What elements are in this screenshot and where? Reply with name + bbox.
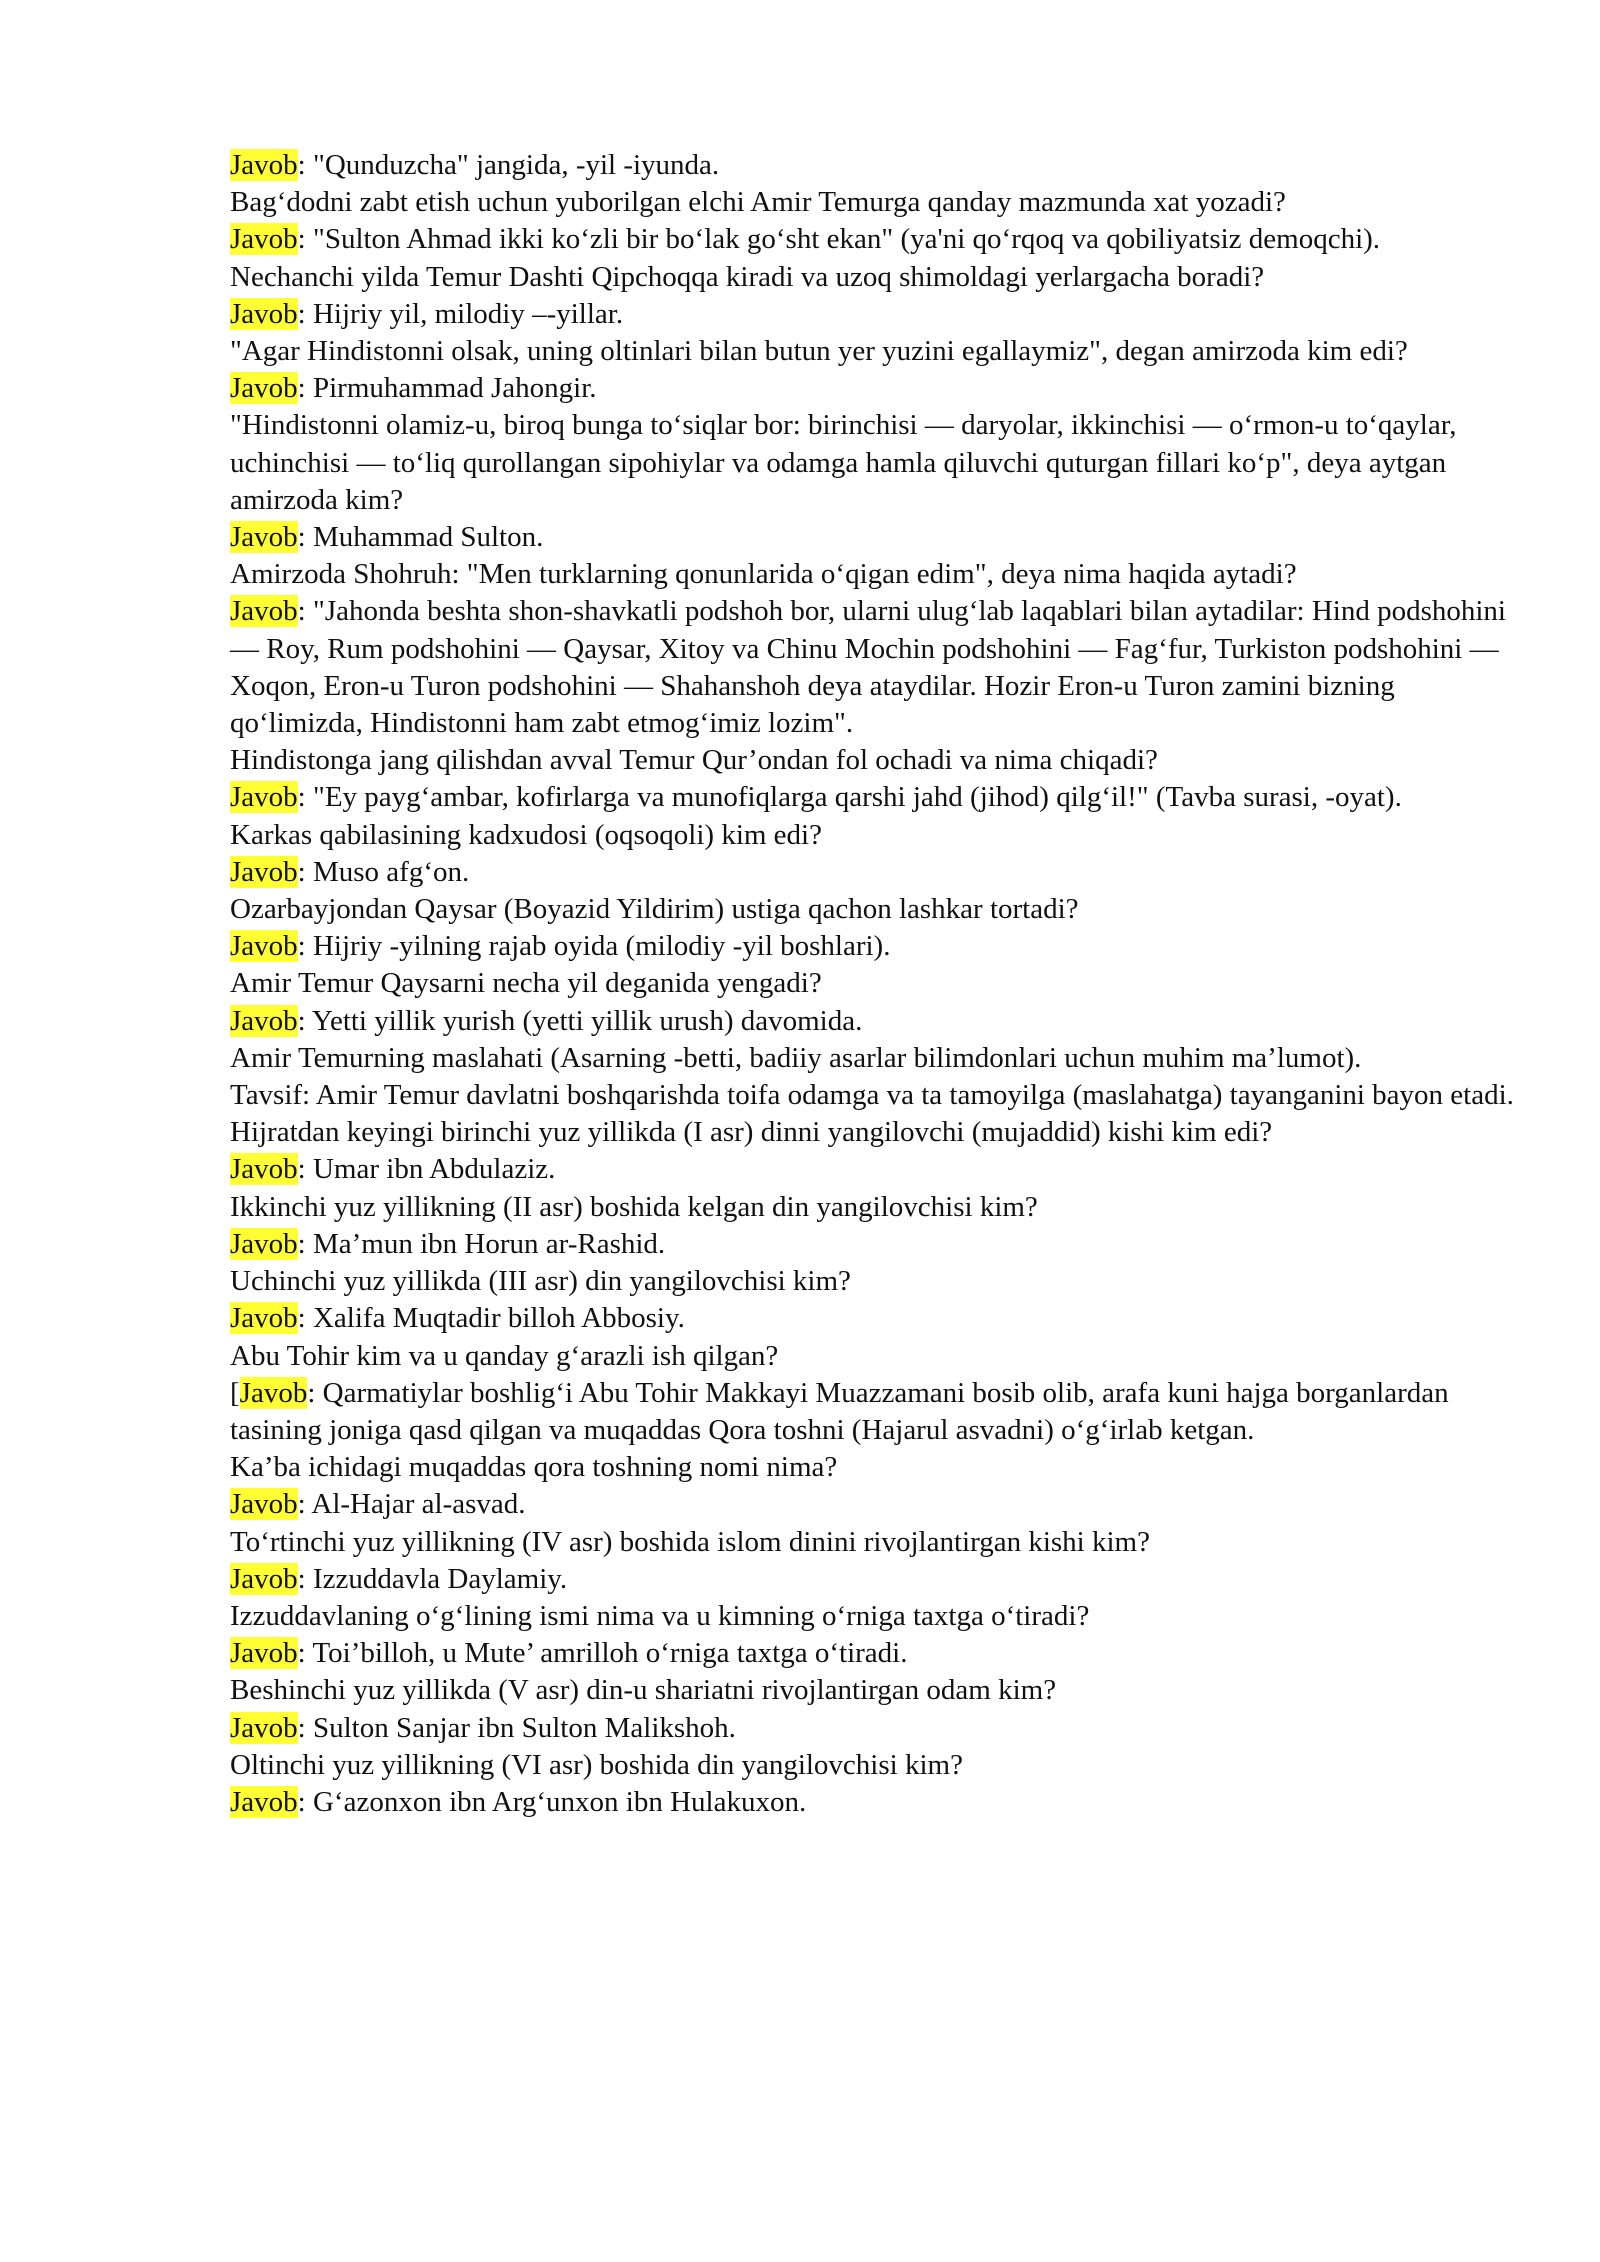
answer-text: : G‘azonxon ibn Arg‘unxon ibn Hulakuxon. xyxy=(297,1785,807,1818)
question-line: Ka’ba ichidagi muqaddas qora toshning nomi nima? xyxy=(230,1451,838,1484)
question-line: Amirzoda Shohruh: "Men turklarning qonunlarida o‘qigan edim", deya nima haqida aytadi? xyxy=(230,558,1297,591)
answer-line xyxy=(230,1003,1520,1040)
question-line: Amir Temur Qaysarni necha yil deganida yengadi? xyxy=(230,967,822,1000)
answer-text: : Qarmatiylar boshlig‘i Abu Tohir Makkayi Muazzamani bosib olib, arafa kuni hajga borganlardan tasining joniga qasd qilgan va muqaddas Qora toshni (Hajarul asvadni) o‘g‘irlab ketgan. xyxy=(230,1376,1449,1446)
answer-line xyxy=(230,147,1520,184)
answer-label: Javob xyxy=(239,1376,308,1409)
answer-label: Javob xyxy=(230,1711,298,1744)
answer-text: : "Qunduzcha" jangida, -yil -iyunda. xyxy=(297,149,720,181)
question-line: "Agar Hindistonni olsak, uning oltinlari bilan butun yer yuzini egallaymiz", degan amirzoda kim edi? xyxy=(230,335,1408,368)
answer-line xyxy=(230,928,1520,965)
question-line: Ikkinchi yuz yillikning (II asr) boshida kelgan din yangilovchisi kim? xyxy=(230,1190,1038,1223)
answer-text: : Toi’billoh, u Mute’ amrilloh o‘rniga taxtga o‘tiradi. xyxy=(297,1637,908,1670)
answer-line xyxy=(230,370,1520,407)
answer-text: : Xalifa Muqtadir billoh Abbosiy. xyxy=(297,1302,685,1335)
answer-text: : "Jahonda beshta shon-shavkatli podshoh bor, ularni ulug‘lab laqablari bilan aytadilar: Hind podshohini — Roy, Rum podshohini — Qaysar, Xitoy va Chinu Mochin podshohini — Fag‘fur, Turkiston podshohini — Xoqon, Eron-u Turon podshohini — Shahanshoh deya ataydilar. Hozir Eron-u Turon zamini bizning qo‘limizda, Hindistonni ham zabt etmog‘imiz lozim". xyxy=(230,595,1506,740)
answer-text: : Sulton Sanjar ibn Sulton Malikshoh. xyxy=(297,1711,736,1744)
answer-label: Javob xyxy=(230,781,298,814)
question-line: "Hindistonni olamiz-u, biroq bunga to‘siqlar bor: birinchisi — daryolar, ikkinchisi — o‘rmon-u to‘qaylar, uchinchisi — to‘liq qurollangan sipohiylar va odamga hamla qiluvchi quturgan fillari ko‘p", deya aytgan amirzoda kim? xyxy=(230,409,1457,516)
answer-label: Javob xyxy=(230,521,298,554)
answer-text: : Umar ibn Abdulaziz. xyxy=(297,1153,556,1186)
answer-label: Javob xyxy=(230,1004,298,1037)
answer-text: : Hijriy yil, milodiy –-yillar. xyxy=(297,297,624,330)
answer-line xyxy=(230,1151,1520,1188)
answer-text: : Muso afg‘on. xyxy=(297,855,470,888)
answer-text: : Yetti yillik yurish (yetti yillik urush) davomida. xyxy=(297,1004,863,1037)
question-line: Hindistonga jang qilishdan avval Temur Qur’ondan fol ochadi va nima chiqadi? xyxy=(230,744,1158,777)
document-body xyxy=(230,147,1520,1821)
answer-label: Javob xyxy=(230,1227,298,1260)
answer-text: : Muhammad Sulton. xyxy=(297,521,544,554)
answer-label: Javob xyxy=(230,372,298,405)
answer-label: Javob xyxy=(230,1153,298,1186)
answer-label: Javob xyxy=(230,149,298,181)
question-line: Beshinchi yuz yillikda (V asr) din-u shariatni rivojlantirgan odam kim? xyxy=(230,1674,1057,1707)
description-line: Tavsif: Amir Temur davlatni boshqarishda toifa odamga va ta tamoyilga (maslahatga) tayanganini bayon etadi. xyxy=(230,1079,1514,1112)
question-line: Karkas qabilasining kadxudosi (oqsoqoli) kim edi? xyxy=(230,818,822,851)
answer-label: Javob xyxy=(230,1785,298,1818)
question-line: To‘rtinchi yuz yillikning (IV asr) boshida islom dinini rivojlantirgan kishi kim? xyxy=(230,1525,1150,1558)
answer-line xyxy=(230,1375,1520,1449)
answer-line xyxy=(230,221,1520,258)
answer-text: : Hijriy -yilning rajab oyida (milodiy -yil boshlari). xyxy=(297,930,891,963)
answer-label: Javob xyxy=(230,1637,298,1670)
answer-label: Javob xyxy=(230,930,298,963)
question-line: Bag‘dodni zabt etish uchun yuborilgan elchi Amir Temurga qanday mazmunda xat yozadi? xyxy=(230,186,1286,219)
question-line: Oltinchi yuz yillikning (VI asr) boshida din yangilovchisi kim? xyxy=(230,1748,963,1781)
question-line: Hijratdan keyingi birinchi yuz yillikda (I asr) dinni yangilovchi (mujaddid) kishi kim edi? xyxy=(230,1116,1273,1149)
answer-line xyxy=(230,593,1520,742)
question-line: Nechanchi yilda Temur Dashti Qipchoqqa kiradi va uzoq shimoldagi yerlargacha boradi? xyxy=(230,260,1265,293)
answer-line xyxy=(230,1710,1520,1747)
answer-line xyxy=(230,779,1520,816)
answer-line xyxy=(230,1486,1520,1523)
answer-line xyxy=(230,1561,1520,1598)
answer-line xyxy=(230,1784,1520,1821)
answer-line xyxy=(230,1300,1520,1337)
answer-label: Javob xyxy=(230,595,298,628)
answer-label: Javob xyxy=(230,1562,298,1595)
answer-line xyxy=(230,519,1520,556)
question-line: Izzuddavlaning o‘g‘lining ismi nima va u kimning o‘rniga taxtga o‘tiradi? xyxy=(230,1599,1090,1632)
answer-line xyxy=(230,1635,1520,1672)
answer-label: Javob xyxy=(230,297,298,330)
answer-prefix: [ xyxy=(230,1376,240,1409)
answer-label: Javob xyxy=(230,223,298,256)
answer-label: Javob xyxy=(230,1302,298,1335)
answer-text: : "Ey payg‘ambar, kofirlarga va munofiqlarga qarshi jahd (jihod) qilg‘il!" (Tavba surasi, -oyat). xyxy=(297,781,1402,814)
answer-text: : Ma’mun ibn Horun ar-Rashid. xyxy=(297,1227,666,1260)
question-line: Ozarbayjondan Qaysar (Boyazid Yildirim) ustiga qachon lashkar tortadi? xyxy=(230,893,1079,926)
answer-line xyxy=(230,854,1520,891)
question-line: Amir Temurning maslahati (Asarning -betti, badiiy asarlar bilimdonlari uchun muhim ma’lumot). xyxy=(230,1041,1362,1074)
answer-line xyxy=(230,296,1520,333)
answer-text: : "Sulton Ahmad ikki ko‘zli bir bo‘lak go‘sht ekan" (ya'ni qo‘rqoq va qobiliyatsiz demoqchi). xyxy=(297,223,1381,256)
question-line: Uchinchi yuz yillikda (III asr) din yangilovchisi kim? xyxy=(230,1265,851,1298)
answer-label: Javob xyxy=(230,855,298,888)
answer-line xyxy=(230,1226,1520,1263)
answer-text: : Al-Hajar al-asvad. xyxy=(297,1488,526,1521)
answer-label: Javob xyxy=(230,1488,298,1521)
question-line: Abu Tohir kim va u qanday g‘arazli ish qilgan? xyxy=(230,1339,779,1372)
answer-text: : Pirmuhammad Jahongir. xyxy=(297,372,597,405)
answer-text: : Izzuddavla Daylamiy. xyxy=(297,1562,568,1595)
